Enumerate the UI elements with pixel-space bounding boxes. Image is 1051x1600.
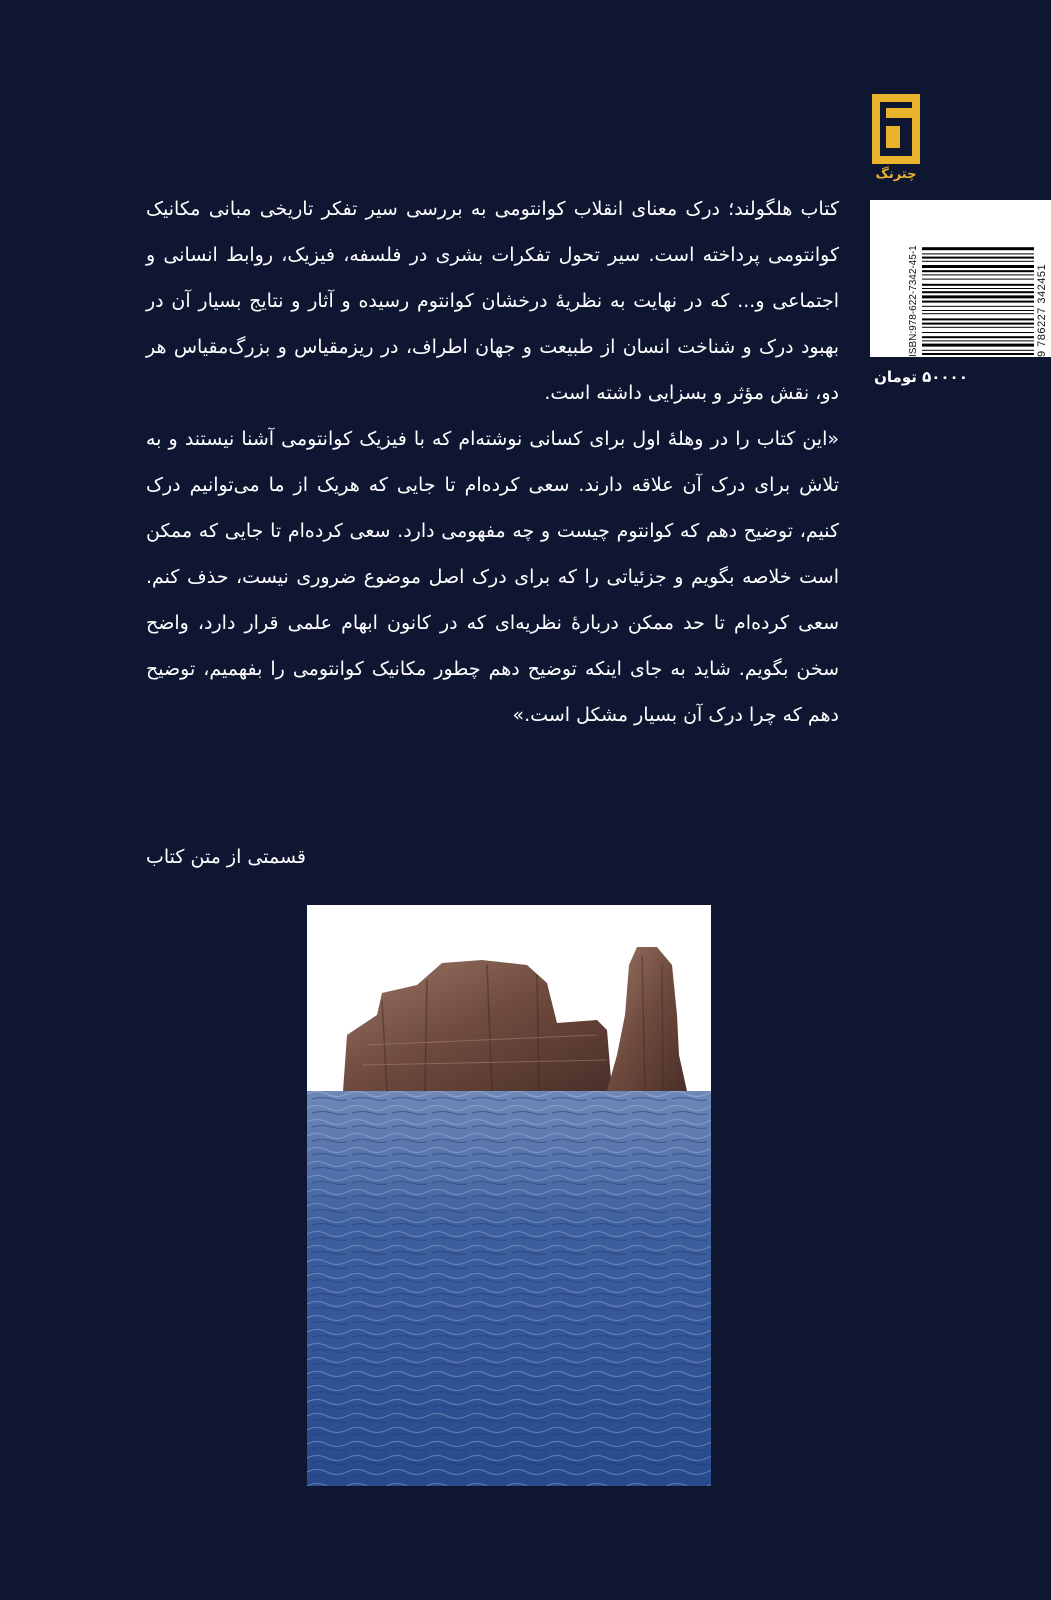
quote-source: قسمتی از متن کتاب [146,846,306,868]
barcode-bar [922,353,1034,355]
back-cover-description [146,186,839,738]
barcode-bar [922,270,1034,272]
barcode-bar [922,261,1034,262]
barcode-bar [922,332,1034,333]
barcode-bar [922,318,1034,320]
barcode-bar [922,336,1034,338]
barcode-bar [922,253,1034,254]
rock-island-image [307,905,711,1486]
barcode-bar [922,310,1034,311]
barcode-bar [922,247,1034,250]
description-paragraph: کتاب هلگولند؛ درک معنای انقلاب کوانتومی به بررسی سیر تفکر تاریخی مبانی مکانیک کوانتومی پرداخته است. سیر تحول تفکرات بشری در فلسفه، فیزیک، روابط انسانی و اجتماعی و... که در نهایت به نظریهٔ درخشان کوانتوم رسیده و آثار و نتایج بسیار آن در بهبود درک و شناخت انسان از طبیعت و جهان اطراف، در ریزمقیاس و بزرگ‌مقیاس هر دو، نقش مؤثر و بسزایی داشته است. [146,198,839,404]
barcode-digits: 9 786227 342451 [1036,263,1048,357]
barcode-bar [922,279,1034,280]
barcode-bar [922,340,1034,341]
barcode-bar [922,265,1034,268]
barcode-bar [922,323,1034,325]
barcode-bar [922,284,1034,286]
barcode-bar [922,313,1034,314]
publisher-name: چترنگ [875,167,917,182]
isbn-text: ISBN:978-622-7342-45-1 [908,245,919,357]
barcode-bar [922,295,1034,298]
barcode-bar [922,257,1034,259]
price-label: ۵۰۰۰۰ تومان [874,368,968,386]
barcode-bar [922,288,1034,289]
barcode-bar [922,344,1034,347]
barcode [870,200,1051,357]
barcode-bar [922,291,1034,293]
author-quote: «این کتاب را در وهلهٔ اول برای کسانی نوشته‌ام که با فیزیک کوانتومی آشنا نیستند و به تلاش برای درک آن علاقه دارند. سعی کرده‌ام تا جایی که هریک از ما می‌توانیم درک کنیم، توضیح دهم که کوانتوم چیست و چه مفهومی دارد. سعی کرده‌ام تا جایی که ممکن است خلاصه بگویم و جزئیاتی را که برای درک اصل موضوع ضروری نیست، حذف کنم. سعی کرده‌ام تا حد ممکن دربارهٔ نظریه‌ای که در کانون ابهام علمی قرار دارد، واضح سخن بگویم. شاید به جای اینکه توضیح دهم چطور مکانیک کوانتومی را بفهمیم، توضیح دهم که چرا درک آن بسیار مشکل است.» [146,428,839,726]
barcode-bar [922,327,1034,328]
barcode-bar [922,306,1034,307]
barcode-bar [922,274,1034,275]
barcode-bars [922,207,1034,357]
barcode-bar [922,301,1034,303]
barcode-bar [922,350,1034,351]
